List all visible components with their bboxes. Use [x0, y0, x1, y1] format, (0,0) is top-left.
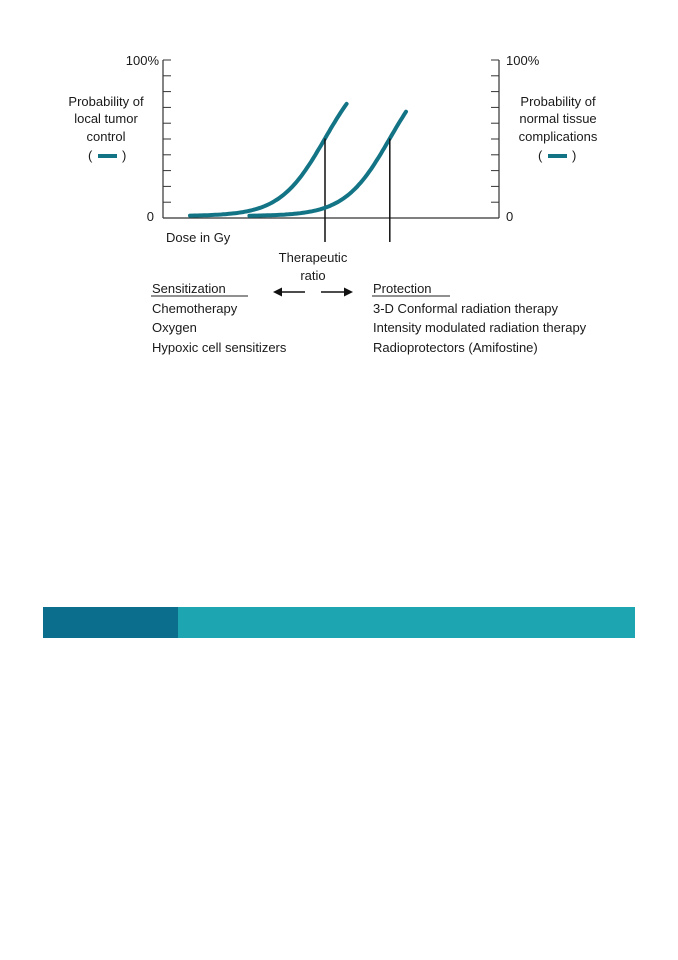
protection-item-1: 3-D Conformal radiation therapy [373, 301, 558, 316]
right-arrow [321, 288, 353, 297]
left-legend-close-paren: ) [122, 148, 127, 163]
right-axis-top-label: 100% [506, 53, 540, 68]
sensitization-heading: Sensitization [152, 281, 226, 296]
curve-tumor_control [190, 104, 347, 216]
annotation-line-1: Therapeutic [278, 250, 348, 265]
right-legend-close-paren: ) [572, 148, 577, 163]
left-arrow [273, 288, 305, 297]
left-axis-label-line-2: local tumor [74, 111, 138, 126]
x-axis-label: Dose in Gy [166, 230, 231, 245]
footer-bar [43, 607, 635, 638]
sensitization-item-2: Oxygen [152, 320, 197, 335]
footer-bar-dark-segment [43, 607, 178, 638]
right-axis-bottom-label: 0 [506, 209, 514, 224]
right-axis-ticks [491, 60, 499, 218]
left-axis-bottom-label: 0 [146, 209, 154, 224]
footer-bar-light-segment [178, 607, 635, 638]
sensitization-item-1: Chemotherapy [152, 301, 238, 316]
therapeutic-ratio-figure [0, 0, 678, 420]
left-legend-open-paren: ( [88, 148, 93, 163]
right-axis-label-line-2: normal tissue [519, 111, 597, 126]
protection-heading: Protection [373, 281, 432, 296]
left-axis-top-label: 100% [125, 53, 159, 68]
left-axis-label-line-3: control [86, 129, 126, 144]
right-axis-label-line-1: Probability of [520, 94, 596, 109]
protection-item-3: Radioprotectors (Amifostine) [373, 340, 538, 355]
left-axis-label-line-1: Probability of [68, 94, 144, 109]
left-axis-ticks [163, 60, 171, 218]
right-legend-open-paren: ( [538, 148, 543, 163]
annotation-line-2: ratio [300, 268, 326, 283]
protection-item-2: Intensity modulated radiation therapy [373, 320, 587, 335]
right-axis-label-line-3: complications [518, 129, 598, 144]
sensitization-item-3: Hypoxic cell sensitizers [152, 340, 287, 355]
curves-group [190, 104, 406, 242]
